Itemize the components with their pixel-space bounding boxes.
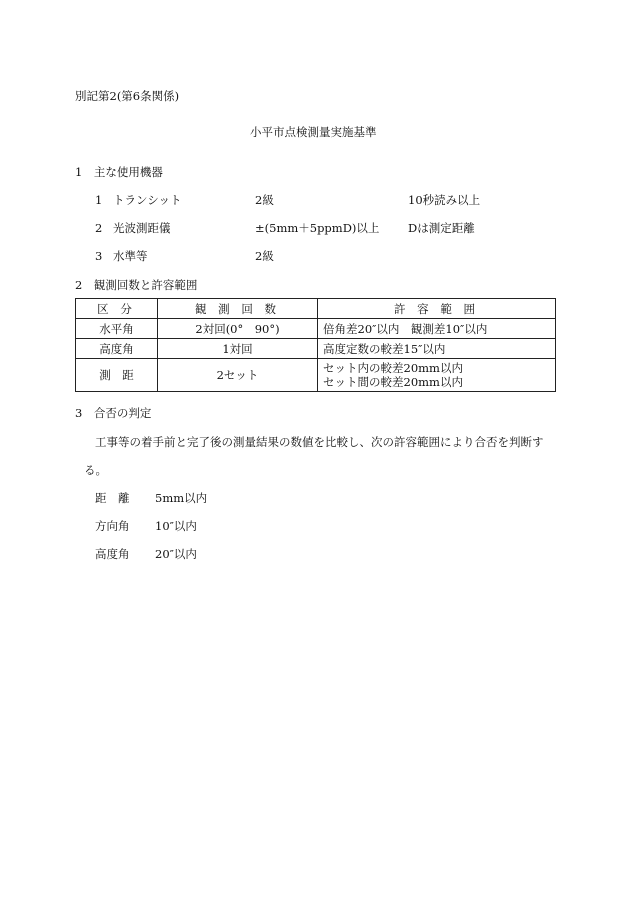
judgement-paragraph-line2: る。 [84,463,107,477]
criteria-value: 20″以内 [155,547,197,561]
column-header-count: 観 測 回 数 [158,299,318,319]
row-category: 高度角 [76,339,158,359]
criteria-value: 5mm以内 [155,491,208,505]
column-header-tolerance: 許 容 範 囲 [318,299,556,319]
column-header-category: 区 分 [76,299,158,319]
equipment-note: 10秒読み以上 [408,193,481,207]
row-count: 2セット [158,359,318,392]
criteria-label: 距 離 [95,491,130,505]
table-header-row [76,299,556,319]
equipment-number: 1 [95,193,103,207]
row-count: 1対回 [158,339,318,359]
equipment-spec: 2級 [255,193,274,207]
table-row [76,339,556,359]
criteria-value: 10″以内 [155,519,197,533]
equipment-spec: ±(5mm＋5ppmD)以上 [255,221,380,235]
criteria-label: 高度角 [95,547,130,561]
section2-heading: 2 観測回数と許容範囲 [75,278,198,292]
row-tolerance: 倍角差20″以内 観測差10″以内 [318,319,556,339]
tolerance-table [75,298,556,392]
page-title: 小平市点検測量実施基準 [250,125,377,139]
tolerance-line: セット内の較差20mm以内 [323,361,463,375]
equipment-number: 2 [95,221,103,235]
row-tolerance [318,359,556,392]
appendix-reference: 別記第2(第6条関係) [75,89,180,103]
equipment-note: Dは測定距離 [408,221,475,235]
equipment-number: 3 [95,249,103,263]
equipment-spec: 2級 [255,249,274,263]
row-tolerance: 高度定数の較差15″以内 [318,339,556,359]
criteria-label: 方向角 [95,519,130,533]
judgement-paragraph-line1: 工事等の着手前と完了後の測量結果の数値を比較し、次の許容範囲により合否を判断す [95,435,544,449]
row-category: 水平角 [76,319,158,339]
row-count: 2対回(0° 90°) [158,319,318,339]
table-row [76,359,556,392]
equipment-name: 光波測距儀 [113,221,171,235]
equipment-name: トランシット [113,193,182,207]
equipment-name: 水準等 [113,249,148,263]
row-category: 測 距 [76,359,158,392]
tolerance-line: セット間の較差20mm以内 [323,375,463,389]
table-row [76,319,556,339]
section1-heading: 1 主な使用機器 [75,165,163,179]
section3-heading: 3 合否の判定 [75,406,152,420]
